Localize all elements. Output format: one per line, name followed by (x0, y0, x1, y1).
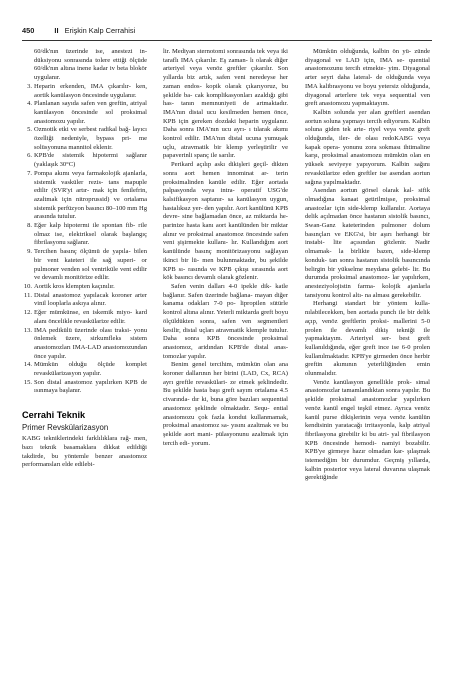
list-number: 10. (23, 282, 32, 290)
list-number: 3. (27, 82, 32, 90)
list-number: 7. (27, 169, 32, 177)
part-mark: II (54, 26, 59, 35)
list-text: Distal anastomoz yapılacak koroner arter vinil looplarla askıya alınır. (34, 291, 147, 308)
list-text: Heparin erkenden, IMA çıkarılır- ken, aortik kanülasyon öncesinde uygulanır. (34, 82, 147, 99)
list-text: Eğer kalp hipotermi ile spontan fib- rile olmaz ise, elektriksel olarak başlangıç fibrilasyonu sağlanır. (34, 222, 147, 247)
list-text: IMA pedikülü üzerinde olası traksi- yonu önlemek üzere, sirkumfleks sistem anastomozları IMA-LAD anastomozundan önce yapılır. (34, 326, 147, 360)
body-paragraph: Venöz kanülasyon genellikle prok- simal anastomozlar tamamlandıktan sonra yapılır. Bu şekilde proksimal anastomozlar yapılırken venöz kanül engel teşkil etmez. Ayrıca venöz kanül purse dikişlerinin veya venöz kanülün kendisinin yaratacağı irritasyonla, kalp atriyal fibrilasyona girebilir ki bu atri- yal fibrilasyon KPB öncesinde hemodi- namiyi bozabilir. KPB'ye girmeye hazır olmadan kar- şılaşmak istemediğim bir durumdur. Geçmiş yıllarda, kalbin posterior veya lateral duvarına ulaşmak gerektiğinde (305, 378, 430, 482)
body-paragraph: KABG tekniklerindeki farklılıklara rağ- men, bazı teknik basamaklara dikkat edildiği takdirde, bu yöntemle benzer anastomoz performansları elde edilebi- (22, 435, 147, 469)
list-continuation: 60/dk'nın üzerinde ise, anestezi in- düksiyonu sonrasında tolere ettiği ölçüde 60/dk'nın altına inene kadar iv beta blokör uygulanır. (34, 48, 147, 82)
body-paragraph: lir. Mediyan sternotomi sonrasında tek veya iki taraflı IMA çıkarılır. Eş zaman- lı olarak diğer arteriyel veya venöz greftler çıkarılır. Son yıllarda biz artık, safen veni neredeyse her zaman endos- kopik olarak çıkarıyoruz, bu şekilde ba- cak komplikasyonları azaldığı gibi has- tanın memnuniyeti de artmaktadır. IMA'nın distal ucu kesilmeden hemen önce, KPB için gereken dozdaki heparin uygulanır. Daha sonra IMA'nın ucu ayrı- ı tılarak akımı kontrol edilir. IMA'nın distal ucuna yumuşak uçlu, atravmatik bir klemp yerleştirilir ve papaverinli spanç ile sarılır. (163, 48, 288, 160)
list-text: Aortik kros klempten kaçınılır. (34, 282, 115, 290)
numbered-list (22, 83, 147, 396)
list-number: 15. (23, 378, 32, 386)
list-item (27, 152, 147, 169)
column-3 (305, 48, 430, 483)
running-header (22, 26, 432, 38)
list-text: Son distal anastomoz yapılırken KPB de ısınmaya başlanır. (34, 378, 147, 395)
list-text: Tercihen basınç ölçümü de yapıla- bilen bir vent kateteri ile sağ superi- or pulmoner venden sol ventriküle vent edilir ve devamlı monitörize edilir. (34, 248, 147, 282)
body-paragraph: Safen venin dalları 4-0 ipekle dik- katle bağlanır. Safen üzerinde bağlana- mayan diğer kanama odakları 7-0 po- lipropilen sütürle kontrol altına alınır. Yeterli miktarda greft boyu ölçüldükten sonra, safen ven segmentleri kesilir, distal uçları atravmatik klemple tutulur. Daha sonra KPB öncesinde proksimal anastomoz, aridından KPB'de distal anas- tomozlar yapılır. (163, 282, 288, 360)
list-item (27, 248, 147, 283)
list-number: 4. (27, 100, 32, 108)
list-number: 6. (27, 152, 32, 160)
list-text: Ozmotik etki ve serbest radikal bağ- layıcı özelliği nedeniyle, bypass pri- me solüsyonuna mannitol eklenir. (34, 126, 147, 151)
list-number: 5. (27, 126, 32, 134)
body-paragraph: Kalbin solunda yer alan greftleri asendan aortun soluna yapmayı tercih ediyorum. Kalbin soluna giden tek arte- riyel veya venöz greft olduğunda, iler- de olası redoKABG veya kapak opera- yonunu zora sokması ihtimaline karşı, proksimal anastomozu mümkün olan en yüksek seviyeye yapıyorum. Kalbin sağını revaskülarize eden greftler ise asendan aortun sağına yapılmaktadır. (305, 108, 430, 186)
list-item (27, 126, 147, 152)
list-text: Pompa akımı veya farmakolojik ajanlarla, sistemik vasküler rezis- tans mapuple edilir (SVR'yi artır- mak için fenilefrin, azaltmak için nitroprussid) ve ortalama sistemik perfüzyon basıncı 80–100 mm Hg arasında tutulur. (34, 169, 147, 221)
list-item (23, 378, 147, 396)
body-paragraph: Perikard açılıp askı dikişleri geçil- dikten sonra aort hemen innominat ar- terin proksimalinden kanüle edilir. Eğer aortada palpasyonda veya intra- operatif USG'de kalsifikasyon saptanır- sa kanülasyon uygun, hastalıksız yer- den yapılır. Aort kanülünü KPB devre- sine bağlamadan önce, az miktarda he- parinize hasta kanı aort kanülünden bir miktar alınır ve proksimal anastomoz öncesinde safen veni şişirmekte kullanı- lır. Kullandığım aort kanülünde basınç monitörizasyonu sağlayan ikinci bir lü- men bulunmaktadır, bu şekilde KPB sı- rasında ve KPB çıkışı sırasında aort kök basıncı devamlı olarak gözlenir. (163, 161, 288, 282)
list-item (24, 291, 147, 309)
body-paragraph: Herhangi standart bir yöntem kulla- nılabilecekken, ben aortada punch ile bir delik açıp, venöz greftlerin proksi- mallerini 5-0 prolen ile devamlı dikiş tekniği ile yapmaktayım. Arteriyel ser- best greft kullanıldığında, eğer greft ince ise 6-0 prolen kullanılmaktadır. KPB'ye girmeden önce herbir greftin akımının yeterliliğinden emin olunmalıdır. (305, 300, 430, 378)
list-number: 8. (27, 222, 32, 230)
body-paragraph: Mümkün olduğunda, kalbin ön yü- zünde diyagonal ve LAD için, IMA se- quential anastomozunu tercih etmekte- yim. Diyagonal arter seyri daha lateral- de olduğunda veya IMA kalibrasyonu ve boyu yetersiz olduğunda, diyagonal arterlere tek veya sequential ven greft anastomozu yapmaktayım. (305, 48, 430, 108)
list-item (27, 222, 147, 248)
book-title: Erişkin Kalp Cerrahisi (64, 26, 136, 35)
list-text: KPB'de sistemik hipotermi sağlanır (yaklaşık 30°C) (34, 152, 147, 169)
column-1 (22, 48, 147, 470)
page-number: 450 (22, 26, 35, 35)
column-2 (163, 48, 288, 448)
list-text: Mümkün olduğu ölçüde komplet revaskülarizasyon yapılır. (34, 361, 147, 378)
list-number: 9. (27, 248, 32, 256)
list-item (23, 282, 147, 292)
section-heading: Cerrahi Teknik (22, 410, 86, 421)
body-paragraph: Benim genel tercihim, mümkün olan ana koroner dallarının her birini (LAD, Cx, RCA) ayrı greftle revaskülari- ze etmek şeklindedir. Bu şekilde hasta başı greft sayım ortalama 4.5 civarında- dır ki, buna göre bazıları sequential anastomoz şeklinde olmaktadır. Sequ- ential anastomozu çok fazla kondui kullanmamak, proksimal anastomoz sa- yısını azaltmak ve bu şekilde aort mani- pülasyonunu azaltmak için tercih edi- yorum. (163, 361, 288, 447)
list-number: 13. (23, 326, 32, 334)
list-number: 14. (23, 361, 32, 369)
list-item (27, 169, 147, 222)
list-number: 12. (23, 309, 32, 317)
list-number: 11. (24, 291, 32, 299)
subsection-heading: Primer Revskülarizasyon (22, 423, 109, 433)
list-text: Planlanan sayıda safen ven greftin, atriyal kanülasyon öncesinde sol proksimal anastomozu yapılır. (34, 100, 147, 125)
list-item (23, 326, 147, 362)
list-item (23, 361, 147, 378)
body-paragraph: Asendan aortun görsel olarak kal- sifik olmadığına kanaat getirilmişse, proksimal anastozlar için side-klemp kullanılır. Aortaya delik açılmadan önce hastanın sistolik basıncı, Swan-Ganz kateterinden pulmoner dolum basınçları ve EKG'si, bir aşırı herhangi bir instabi- lite açısından gözlenir. Nadir olmamak- la birlikte bazen, side-klemp konduk- tan sonra hastanın sistolik basıncında belirgin bir yükselme meydana gelebi- lir. Bu durumda proksimal anastomoz- lar yapılırken, anesteziyolojistin farma- kolojik ajanlarla tansiyonu kontrol altı- na alması gerekebilir. (305, 187, 430, 299)
header-rule (22, 40, 432, 41)
list-text: Eğer mümkünse, en iskemik miyo- kard alanı öncelikle revaskülarize edilir. (34, 309, 147, 325)
list-item (23, 309, 147, 326)
list-item (27, 100, 147, 126)
list-item (27, 82, 147, 100)
